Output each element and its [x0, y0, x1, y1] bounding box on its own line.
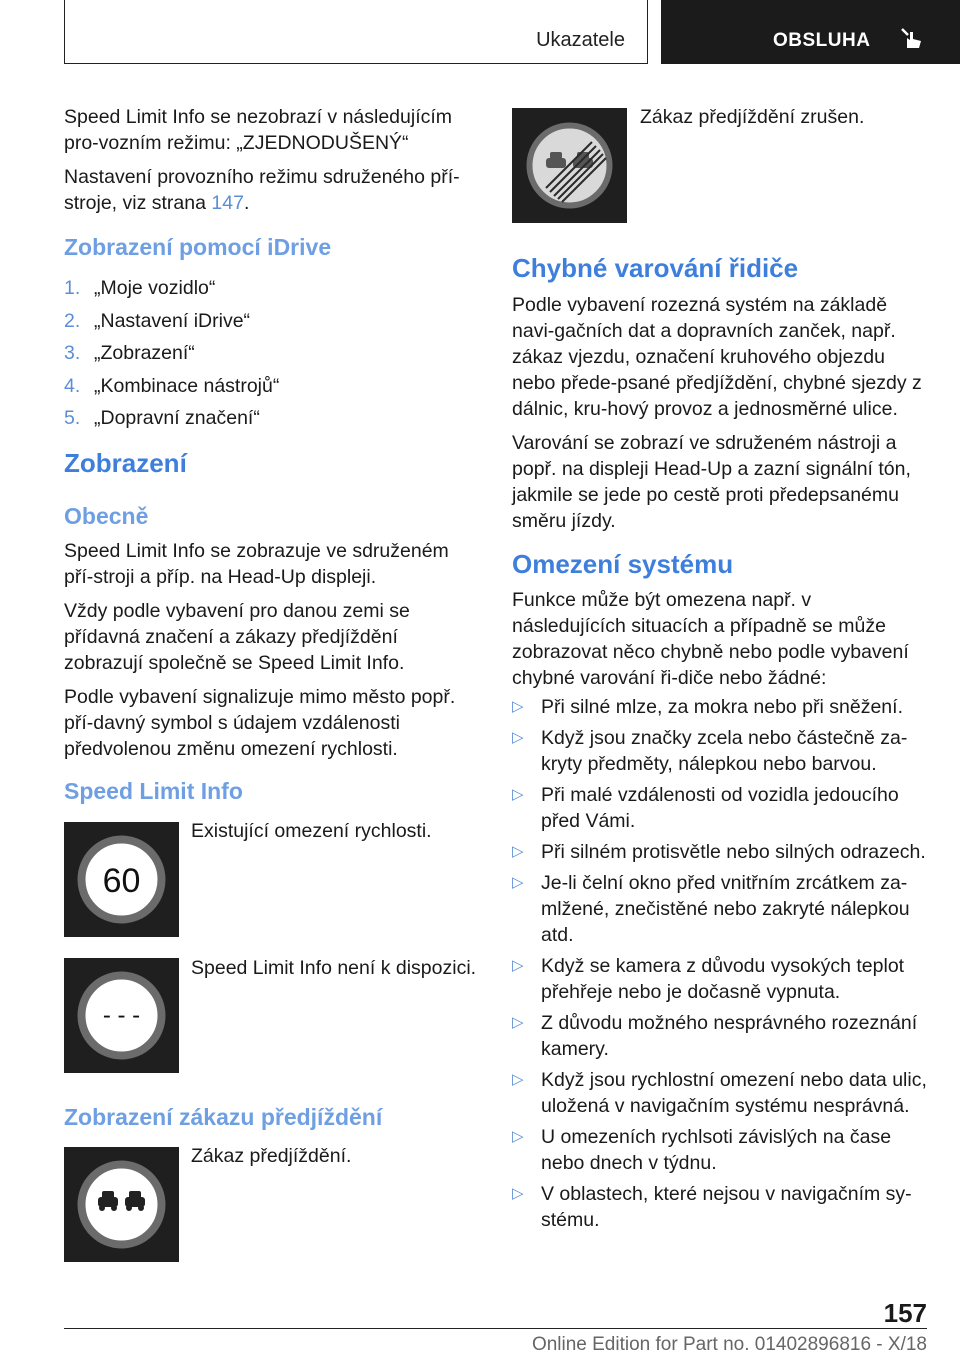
heading-obecne: Obecně	[64, 503, 149, 529]
list-item-text: Je-li čelní okno před vnitřním zrcátkem za-mlžené, znečistěné nebo zakryté nálepkou atd.	[541, 872, 910, 946]
omezeni-paragraph: Funkce může být omezena např. v následujících situacích a případně se může zobrazovat něco chybně nebo podle vybavení chybné varování ři-diče nebo žádné:	[512, 589, 909, 689]
list-item-text: Když jsou značky zcela nebo částečně za-kryty předměty, nálepkou nebo barvou.	[541, 727, 908, 775]
speed-limit-unavailable-value: - - -	[102, 1002, 141, 1029]
step-text: „Moje vozidlo“	[94, 277, 216, 299]
list-item	[512, 1067, 930, 1119]
heading-omezeni-systemu: Omezení systému	[512, 549, 734, 579]
list-item	[512, 725, 930, 777]
list-item	[512, 1124, 930, 1176]
obecne-section	[64, 538, 480, 770]
footer-divider	[64, 1328, 927, 1329]
list-item-text: Při silném protisvětle nebo silných odrazech.	[541, 841, 926, 863]
bullet-triangle-icon: ▷	[512, 957, 524, 974]
list-item	[512, 1010, 930, 1062]
list-item-text: U omezeních rychlsoti závislých na čase nebo dnech v týdnu.	[541, 1126, 892, 1174]
mode-setting-text: Nastavení provozního režimu sdruženého pří-stroje, viz strana	[64, 166, 460, 214]
list-item	[64, 308, 480, 341]
step-text: „Kombinace nástrojů“	[94, 374, 280, 397]
bullet-triangle-icon: ▷	[512, 843, 524, 860]
page-link[interactable]: 147	[211, 192, 244, 214]
obecne-paragraph-2: Vždy podle vybavení pro danou zemi se přídavná značení a zákazy předjíždění zobrazují společně se Speed Limit Info.	[64, 600, 410, 674]
speed-limit-unavailable-image	[64, 958, 179, 1073]
sign-caption-existing-limit: Existující omezení rychlosti.	[191, 820, 432, 842]
limitations-list	[512, 694, 930, 1238]
step-number: 5.	[64, 407, 81, 429]
sign-caption-not-available: Speed Limit Info není k dispozici.	[191, 957, 477, 979]
step-number: 4.	[64, 374, 81, 397]
step-number: 3.	[64, 342, 81, 364]
step-text: „Nastavení iDrive“	[94, 309, 251, 332]
hand-pointer-icon	[899, 26, 925, 57]
intro-paragraph: Speed Limit Info se nezobrazí v následujícím pro-vozním režimu: „ZJEDNODUŠENÝ“	[64, 106, 453, 154]
list-item-text: Při malé vzdálenosti od vozidla jedoucího před Vámi.	[541, 784, 899, 832]
list-item	[64, 275, 480, 308]
bullet-triangle-icon: ▷	[512, 786, 524, 803]
header-chapter-tab[interactable]	[661, 0, 960, 64]
heading-zakaz: Zobrazení zákazu předjíždění	[64, 1104, 383, 1130]
list-item	[64, 340, 480, 373]
heading-zobrazeni: Zobrazení	[64, 448, 187, 478]
bullet-triangle-icon: ▷	[512, 1128, 524, 1145]
header-chapter-label: OBSLUHA	[773, 30, 871, 51]
bullet-triangle-icon: ▷	[512, 1071, 524, 1088]
speed-limit-sign-image	[64, 822, 179, 937]
mode-setting-paragraph	[64, 164, 480, 216]
step-text: „Zobrazení“	[94, 342, 195, 364]
list-item	[512, 839, 930, 865]
mode-setting-end: .	[243, 192, 250, 214]
chybne-section	[512, 292, 930, 542]
heading-chybne-varovani: Chybné varování řidiče	[512, 253, 799, 283]
list-item-text: Při silné mlze, za mokra nebo při sněžení.	[541, 696, 903, 718]
list-item-text: Z důvodu možného nesprávného rozeznání kamery.	[541, 1012, 918, 1060]
header-section-box	[64, 0, 648, 64]
list-item	[512, 694, 930, 720]
list-item-text: Když jsou rychlostní omezení nebo data ulic, uložená v navigačním systému nesprávná.	[541, 1069, 927, 1117]
bullet-triangle-icon: ▷	[512, 1185, 524, 1202]
omezeni-intro	[512, 587, 930, 699]
step-number: 2.	[64, 309, 81, 332]
idrive-steps-list	[64, 275, 480, 438]
speed-limit-value: 60	[102, 862, 141, 900]
step-text: „Dopravní značení“	[94, 407, 260, 429]
list-item	[64, 373, 480, 406]
heading-idrive: Zobrazení pomocí iDrive	[64, 234, 332, 260]
sign-caption-no-overtaking: Zákaz předjíždění.	[191, 1145, 352, 1167]
sign-caption-no-overtaking-ended: Zákaz předjíždění zrušen.	[640, 106, 865, 128]
obecne-paragraph-3: Podle vybavení signalizuje mimo město popř. pří-davný symbol s údajem vzdálenosti předvolenou změnu omezení rychlosti.	[64, 686, 456, 760]
no-overtaking-ended-sign-image	[512, 108, 627, 223]
header-section-title: Ukazatele	[536, 29, 625, 51]
chybne-paragraph-1: Podle vybavení rozezná systém na základě navi-gačních dat a dopravních zanček, např. zákaz vjezdu, označení kruhového objezdu nebo přede-psané předjíždění, chybné sjezdy z dálnic, kru-hový provoz a jednosměrné ulice.	[512, 294, 922, 420]
list-item-text: Když se kamera z důvodu vysokých teplot přehřeje nebo je dočasně vypnuta.	[541, 955, 905, 1003]
bullet-triangle-icon: ▷	[512, 874, 524, 891]
list-item	[512, 782, 930, 834]
page-number: 157	[883, 1298, 927, 1328]
footer-edition-text: Online Edition for Part no. 01402896816 - X/18	[531, 1334, 927, 1355]
list-item	[512, 953, 930, 1005]
list-item	[512, 870, 930, 948]
no-overtaking-sign-image	[64, 1147, 179, 1262]
bullet-triangle-icon: ▷	[512, 1014, 524, 1031]
chybne-paragraph-2: Varování se zobrazí ve sdruženém nástroji a popř. na displeji Head-Up a zazní signální tón, jakmile se jede po cestě proti předepsanému směru jízdy.	[512, 432, 911, 532]
bullet-triangle-icon: ▷	[512, 729, 524, 746]
obecne-paragraph-1: Speed Limit Info se zobrazuje ve sdruženém pří-stroji a příp. na Head-Up displeji.	[64, 540, 449, 588]
list-item	[512, 1181, 930, 1233]
step-number: 1.	[64, 277, 81, 299]
list-item	[64, 405, 480, 438]
bullet-triangle-icon: ▷	[512, 698, 524, 715]
list-item-text: V oblastech, které nejsou v navigačním sy-stému.	[541, 1183, 912, 1231]
heading-speed-limit-info: Speed Limit Info	[64, 778, 243, 804]
left-column-intro	[64, 104, 480, 224]
